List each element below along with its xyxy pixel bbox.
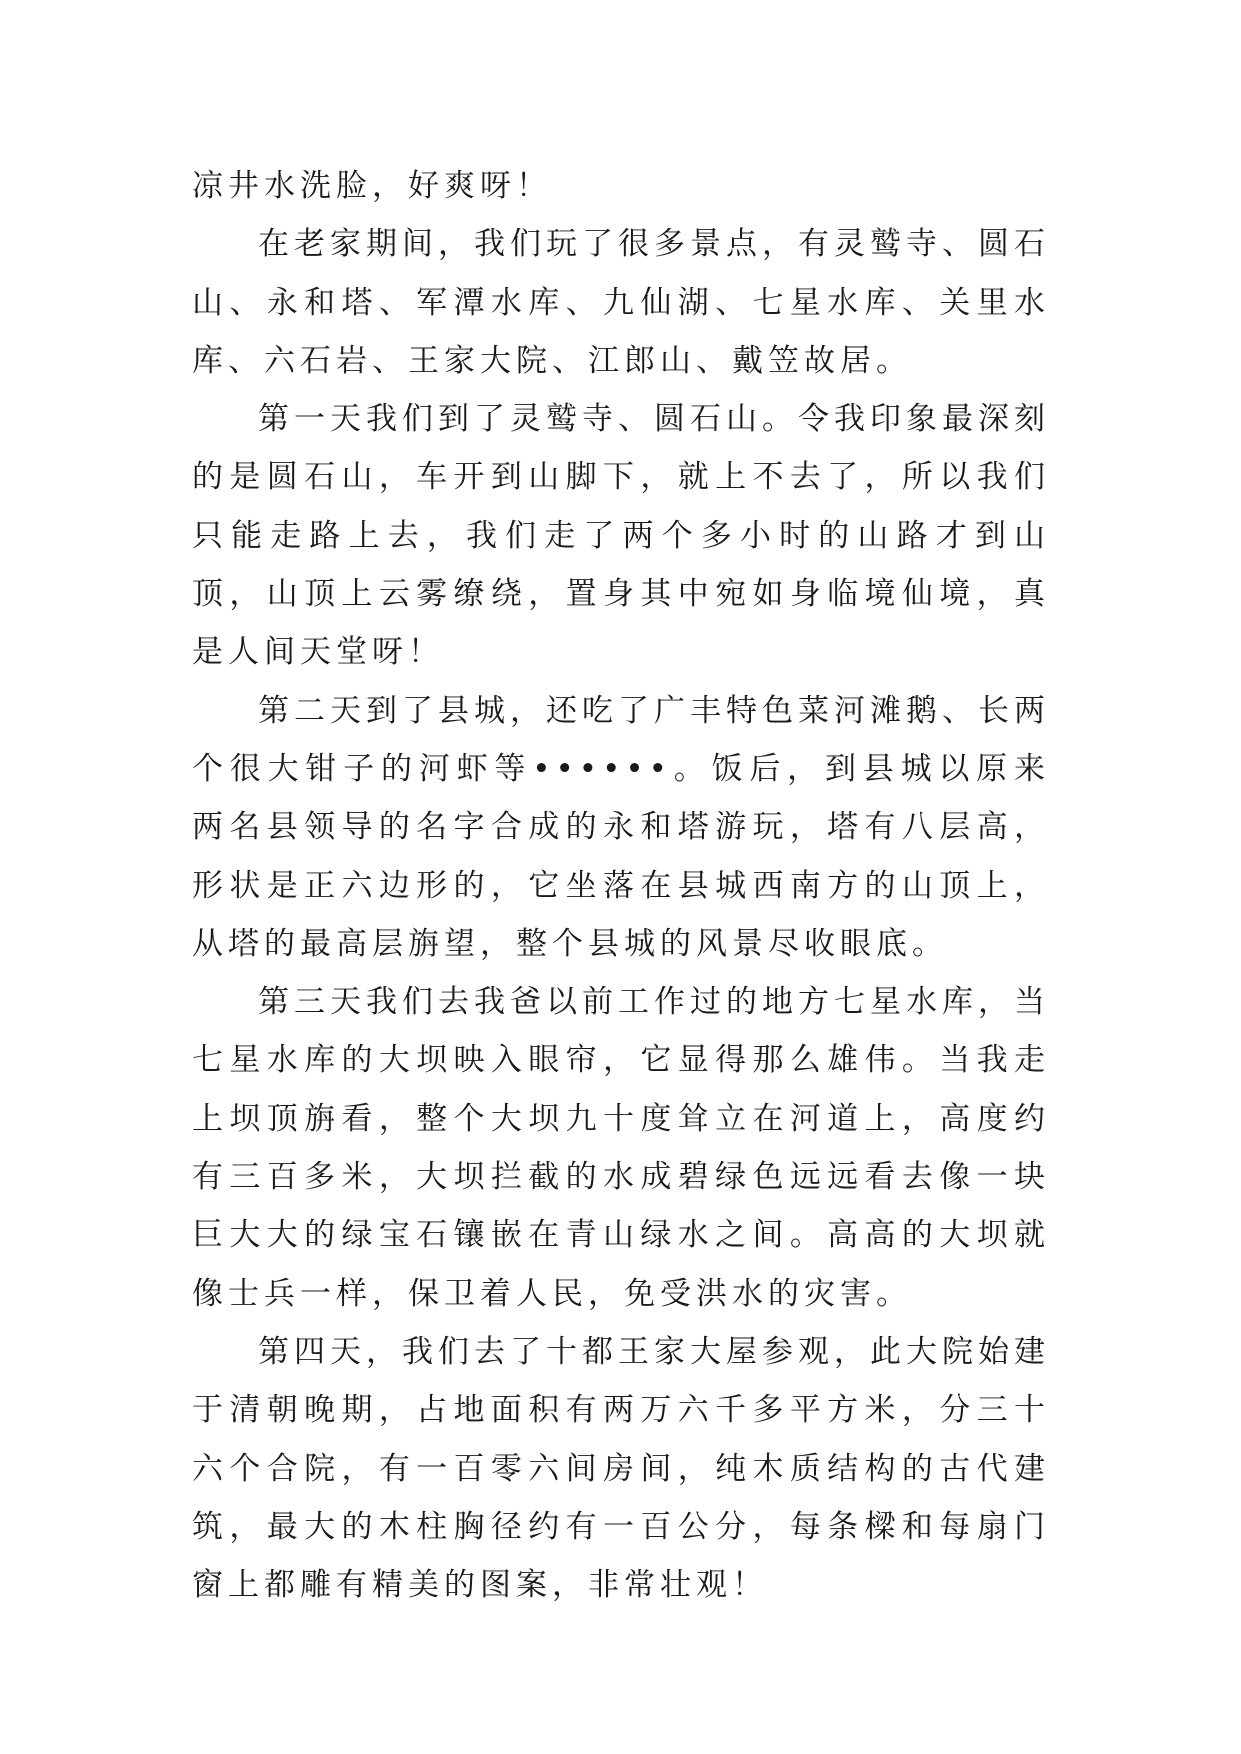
paragraph-day-two: 第二天到了县城，还吃了广丰特色菜河滩鹅、长两个很大钳子的河虾等••••••。饭后，到县城以原来两名县领导的名字合成的永和塔游玩，塔有八层高，形状是正六边形的，它坐落在县城西南方的山顶上，从塔的最高层旃望，整个县城的风景尽收眼底。 [192,692,1050,962]
paragraph-scenic-spots: 在老家期间，我们玩了很多景点，有灵鹫寺、圆石山、永和塔、军潭水库、九仙湖、七星水库、关里水库、六石岩、王家大院、江郎山、戴笠故居。 [192,226,1050,379]
paragraph-day-four: 第四天，我们去了十都王家大屋参观，此大院始建于清朝晚期，占地面积有两万六千多平方米，分三十六个合院，有一百零六间房间，纯木质结构的古代建筑，最大的木柱胸径约有一百公分，每条樑和每扇门窗上都雕有精美的图案，非常壮观！ [192,1333,1050,1604]
paragraph-day-three: 第三天我们去我爸以前工作过的地方七星水库，当七星水库的大坝映入眼帘，它显得那么雄伟。当我走上坝顶旃看，整个大坝九十度耸立在河道上，高度约有三百多米，大坝拦截的水成碧绿色远远看去像一块巨大大的绿宝石镶嵌在青山绿水之间。高高的大坝就像士兵一样，保卫着人民，免受洪水的灾害。 [192,984,1050,1312]
paragraph-continuation: 凉井水洗脸，好爽呀！ [192,168,552,204]
essay-body [192,157,1050,1614]
paragraph-day-one: 第一天我们到了灵鹫寺、圆石山。令我印象最深刻的是圆石山，车开到山脚下，就上不去了，所以我们只能走路上去，我们走了两个多小时的山路才到山顶，山顶上云雾缭绕，置身其中宛如身临境仙境，真是人间天堂呀！ [192,401,1050,671]
